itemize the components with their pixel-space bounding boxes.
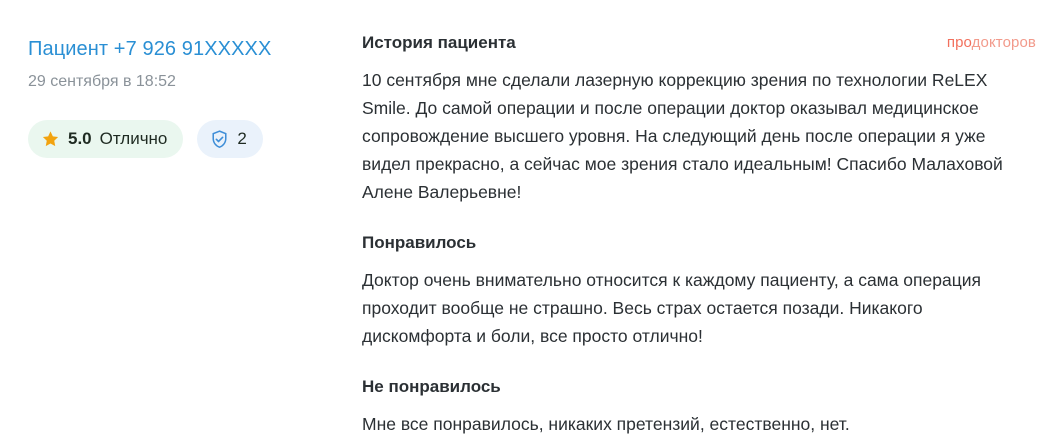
review-section-liked xyxy=(362,232,1014,350)
review-meta-column xyxy=(28,32,318,158)
review-date: 29 сентября в 18:52 xyxy=(28,73,176,90)
shield-check-icon xyxy=(210,130,229,149)
prodoctorov-logo[interactable] xyxy=(947,34,1036,52)
section-title: История пациента xyxy=(362,33,516,52)
review-section-disliked xyxy=(362,376,1014,438)
verified-badge[interactable] xyxy=(197,120,262,158)
review-badges xyxy=(28,120,318,158)
rating-badge xyxy=(28,120,183,158)
patient-name-link[interactable]: Пациент +7 926 91XXXXX xyxy=(28,38,272,60)
section-title: Понравилось xyxy=(362,233,477,252)
section-text: 10 сентября мне сделали лазерную коррекцию зрения по технологии ReLEX Smile. До самой операции и после операции доктор оказывал медицинское сопровождение высшего уровня. На следующий день после операции я уже видел прекрасно, а сейчас мое зрения стало идеальным! Спасибо Малаховой Алене Валерьевне! xyxy=(362,70,1003,202)
review-section-history xyxy=(362,32,1014,206)
verified-count: 2 xyxy=(237,129,247,148)
section-title: Не понравилось xyxy=(362,377,501,396)
section-text: Мне все понравилось, никаких претензий, естественно, нет. xyxy=(362,414,850,434)
review-content-column xyxy=(318,32,1034,438)
rating-label: Отлично xyxy=(99,129,168,148)
section-text: Доктор очень внимательно относится к каждому пациенту, а сама операция проходит вообще не страшно. Весь страх остается позади. Никакого дискомфорта и боли, все просто отлично! xyxy=(362,270,981,346)
rating-value: 5.0 xyxy=(68,129,92,148)
star-icon xyxy=(41,130,60,149)
logo-text-pro: про xyxy=(946,34,972,51)
logo-text-doktorov: докторов xyxy=(971,34,1036,51)
